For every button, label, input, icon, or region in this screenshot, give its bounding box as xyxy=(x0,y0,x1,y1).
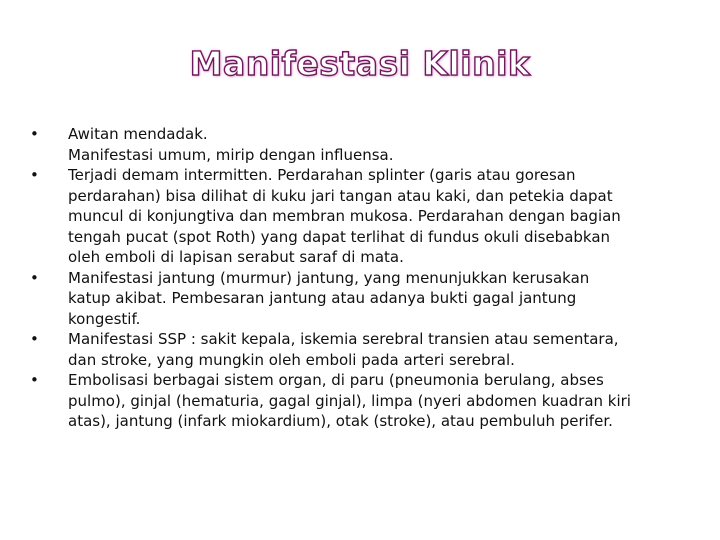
list-item-text: Embolisasi berbagai sistem organ, di paru (pneumonia berulang, abses xyxy=(68,371,604,389)
list-item xyxy=(30,329,680,370)
list-item-text: perdarahan) bisa dilihat di kuku jari tangan atau kaki, dan petekia dapat xyxy=(68,186,613,205)
bullet-list xyxy=(30,124,680,432)
list-item-text: dan stroke, yang mungkin oleh emboli pada arteri serebral. xyxy=(68,350,515,369)
list-item-text: Awitan mendadak. xyxy=(68,125,208,143)
bullet-icon: • xyxy=(30,330,39,348)
list-item-text: muncul di konjungtiva dan membran mukosa. Perdarahan dengan bagian xyxy=(68,207,621,225)
list-item-text: kongestif. xyxy=(68,309,141,328)
list-item-text: Terjadi demam intermitten. Perdarahan splinter (garis atau goresan xyxy=(68,166,576,184)
list-item xyxy=(30,370,680,432)
list-item xyxy=(30,165,680,268)
list-item-text: Manifestasi jantung (murmur) jantung, yang menunjukkan kerusakan xyxy=(68,268,590,287)
bullet-icon: • xyxy=(30,268,39,287)
slide-title: Manifestasi Klinik xyxy=(189,44,531,83)
bullet-icon: • xyxy=(30,166,39,184)
list-item xyxy=(30,124,680,165)
bullet-icon: • xyxy=(30,371,39,389)
list-item-text: atas), jantung (infark miokardium), otak (stroke), atau pembuluh perifer. xyxy=(68,412,613,430)
list-item-text: pulmo), ginjal (hematuria, gagal ginjal), limpa (nyeri abdomen kuadran kiri xyxy=(68,391,631,410)
list-item xyxy=(30,268,680,330)
bullet-icon: • xyxy=(30,125,39,143)
list-item-text: oleh emboli di lapisan serabut saraf di mata. xyxy=(68,248,404,266)
list-item-text: katup akibat. Pembesaran jantung atau adanya bukti gagal jantung xyxy=(68,289,577,307)
list-item-text: tengah pucat (spot Roth) yang dapat terlihat di fundus okuli disebabkan xyxy=(68,227,611,246)
list-item-text: Manifestasi umum, mirip dengan influensa. xyxy=(68,145,394,164)
list-item-text: Manifestasi SSP : sakit kepala, iskemia serebral transien atau sementara, xyxy=(68,330,619,348)
